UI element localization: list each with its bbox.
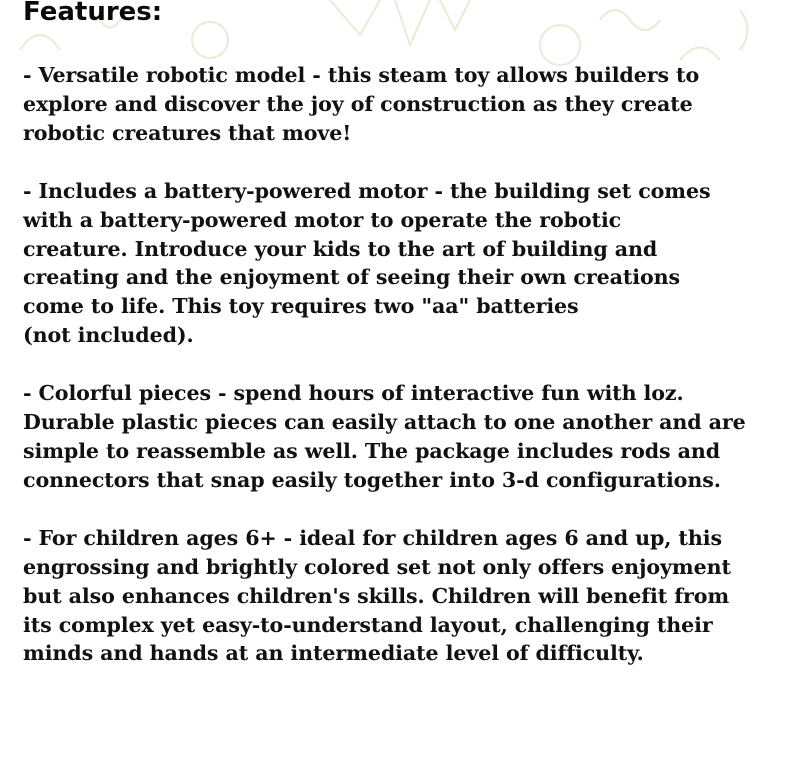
feature-paragraph-robotic-model: - Versatile robotic model - this steam toy allows builders to explore and discover the joy of construction as they create robotic creatures that move! <box>23 63 700 145</box>
feature-paragraph-colorful-pieces: - Colorful pieces - spend hours of interactive fun with loz. Durable plastic pieces can easily attach to one another and are simple to reassemble as well. The package includes rods and connectors that snap easily together into 3-d configurations. <box>23 381 746 492</box>
feature-paragraph-motor: - Includes a battery-powered motor - the building set comes with a battery-powered motor to operate the robotic creature. Introduce your kids to the art of building and creating and the enjoyment of seeing their own creations come to life. This toy requires two "aa" batteries (not included). <box>23 178 711 348</box>
feature-paragraph-ages: - For children ages 6+ - ideal for children ages 6 and up, this engrossing and brightly colored set not only offers enjoyment but also enhances children's skills. Children will benefit from its complex yet easy-to-understand layout, challenging their minds and hands at an intermediate level of difficulty. <box>23 525 731 666</box>
features-section <box>23 0 793 697</box>
features-heading: Features: <box>23 0 163 27</box>
